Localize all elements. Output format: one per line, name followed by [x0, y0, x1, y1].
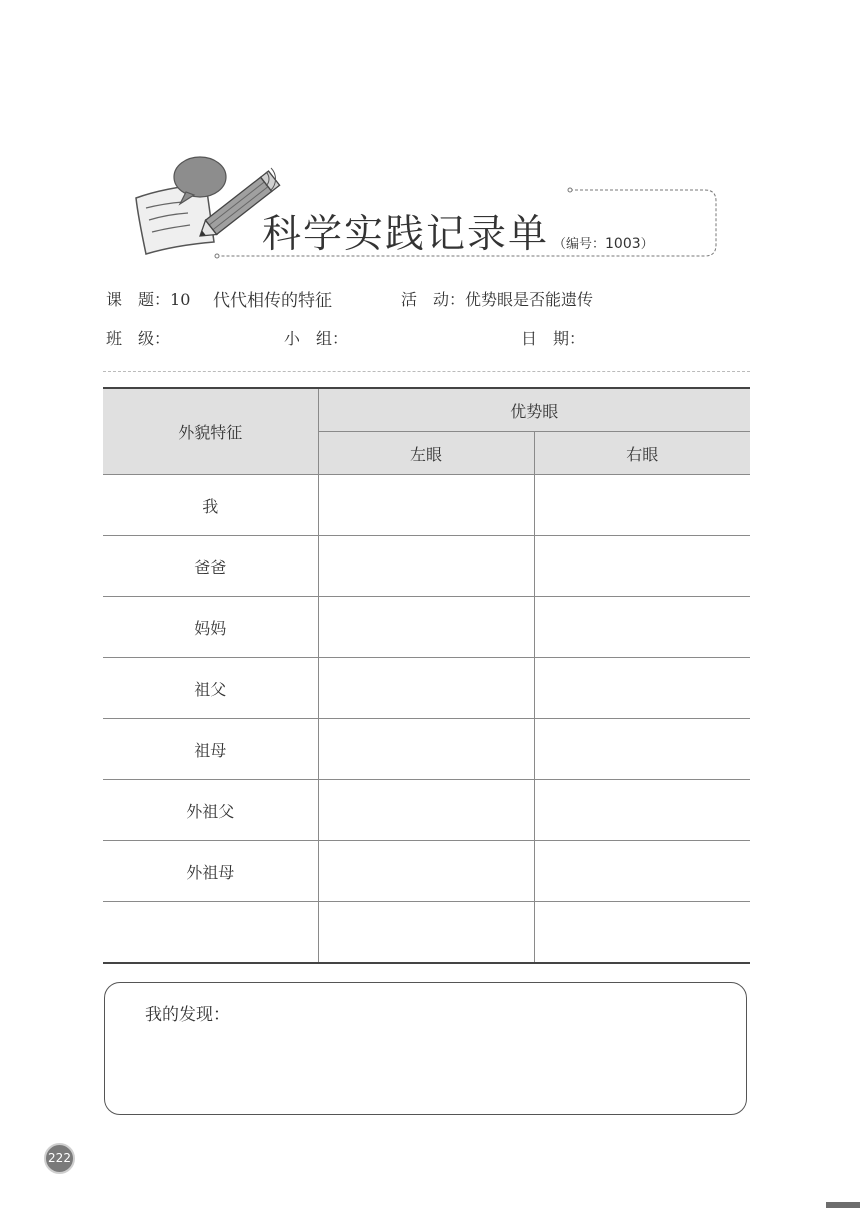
- left-eye-cell[interactable]: [318, 597, 534, 658]
- table-row: [103, 597, 750, 658]
- row-label-blank[interactable]: [103, 902, 318, 964]
- section-divider: [103, 371, 750, 372]
- page-title: 科学实践记录单: [262, 212, 550, 257]
- page-number: 222: [44, 1143, 75, 1174]
- table-row: [103, 841, 750, 902]
- left-eye-cell[interactable]: [318, 780, 534, 841]
- activity-value: 优势眼是否能遗传: [465, 290, 594, 309]
- activity-label: 活 动：: [401, 290, 466, 309]
- row-label: 外祖母: [103, 841, 318, 902]
- left-eye-cell[interactable]: [318, 902, 534, 964]
- header-right-eye: 右眼: [534, 432, 750, 475]
- table-row: [103, 719, 750, 780]
- date-label: 日 期：: [521, 329, 586, 348]
- serial-prefix: （编号：: [553, 237, 606, 252]
- table-row: [103, 536, 750, 597]
- right-eye-cell[interactable]: [534, 780, 750, 841]
- header-left-eye: 左眼: [318, 432, 534, 475]
- right-eye-cell[interactable]: [534, 475, 750, 536]
- row-label: 爸爸: [103, 536, 318, 597]
- topic-value-text: 代代相传的特征: [213, 291, 332, 311]
- group-label: 小 组：: [284, 329, 349, 348]
- row-label: 祖父: [103, 658, 318, 719]
- topic-value: [213, 286, 332, 311]
- right-eye-cell[interactable]: [534, 902, 750, 964]
- serial-number-value: 1003: [605, 236, 641, 252]
- left-eye-cell[interactable]: [318, 658, 534, 719]
- topic-label: [106, 287, 190, 310]
- right-eye-cell[interactable]: [534, 658, 750, 719]
- left-eye-cell[interactable]: [318, 475, 534, 536]
- topic-number: 10: [170, 290, 191, 309]
- table-row: [103, 475, 750, 536]
- record-table: [103, 387, 750, 964]
- left-eye-cell[interactable]: [318, 719, 534, 780]
- right-eye-cell[interactable]: [534, 719, 750, 780]
- row-label: 祖母: [103, 719, 318, 780]
- table-row: [103, 658, 750, 719]
- right-eye-cell[interactable]: [534, 597, 750, 658]
- serial-number: [553, 233, 654, 252]
- right-eye-cell[interactable]: [534, 536, 750, 597]
- topic-label-text: 课 题：: [106, 290, 171, 309]
- right-eye-cell[interactable]: [534, 841, 750, 902]
- findings-label: 我的发现：: [145, 1005, 230, 1025]
- row-label: 外祖父: [103, 780, 318, 841]
- table-row: [103, 780, 750, 841]
- row-label: 我: [103, 475, 318, 536]
- serial-suffix: ）: [640, 237, 654, 252]
- header-dominant-eye: 优势眼: [318, 388, 750, 432]
- table-row: [103, 902, 750, 964]
- left-eye-cell[interactable]: [318, 536, 534, 597]
- header-trait: 外貌特征: [103, 388, 318, 475]
- left-eye-cell[interactable]: [318, 841, 534, 902]
- row-label: 妈妈: [103, 597, 318, 658]
- class-label: 班 级：: [106, 329, 171, 348]
- page-corner-mark: [826, 1202, 860, 1208]
- activity: [401, 287, 593, 310]
